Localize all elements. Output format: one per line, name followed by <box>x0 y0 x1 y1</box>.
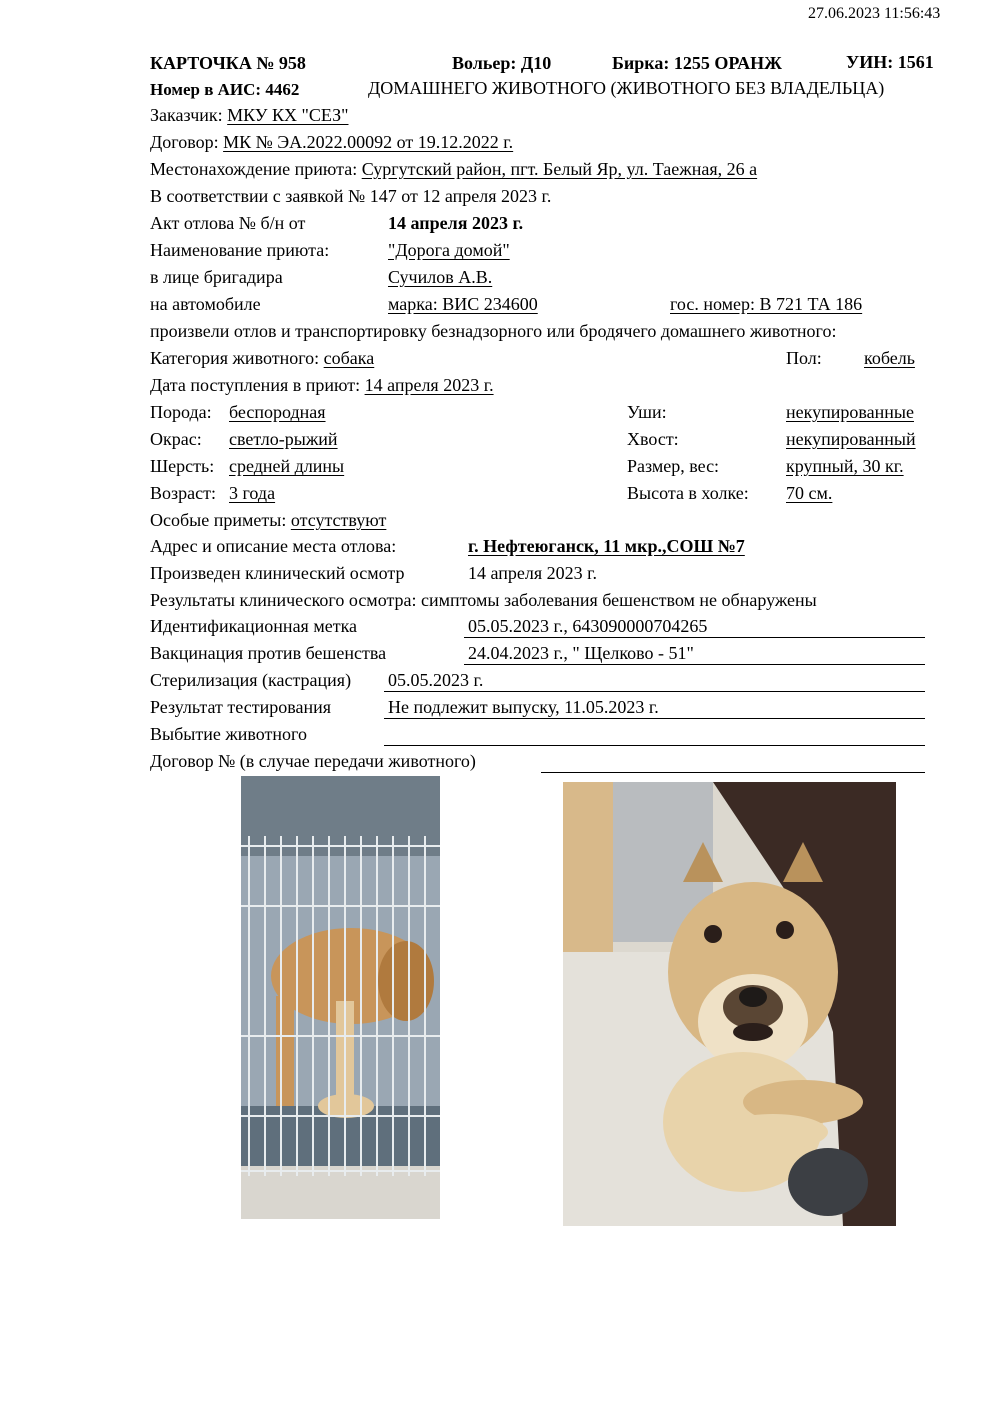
id-tag-value: 05.05.2023 г., 643090000704265 <box>468 616 708 636</box>
foreman-label: в лице бригадира <box>150 267 283 287</box>
ears-value: некупированные <box>786 402 914 422</box>
capture-act-date: 14 апреля 2023 г. <box>388 213 524 233</box>
transfer-contract-line <box>541 772 925 773</box>
capture-place-value: г. Нефтеюганск, 11 мкр.,СОШ №7 <box>468 536 745 556</box>
ears-label: Уши: <box>627 402 667 422</box>
exam-result: Результаты клинического осмотра: симптомы заболевания бешенством не обнаружены <box>150 590 817 610</box>
vehicle-plate: гос. номер: В 721 ТА 186 <box>670 294 863 314</box>
vehicle-label: на автомобиле <box>150 294 261 314</box>
customer-label: Заказчик: <box>150 105 223 125</box>
marks-value: отсутствуют <box>290 510 387 530</box>
exam-date: 14 апреля 2023 г. <box>468 563 597 583</box>
coat-value: средней длины <box>229 456 345 476</box>
id-tag-label: Идентификационная метка <box>150 616 358 636</box>
height-value: 70 см. <box>786 483 833 503</box>
cage-photo-graphic <box>241 776 440 1219</box>
photo-dog-in-cage <box>241 776 440 1219</box>
vaccination-line <box>464 664 925 665</box>
contract-label: Договор: <box>150 132 219 152</box>
tail-value: некупированный <box>786 429 916 449</box>
contract-value: МК № ЭА.2022.00092 от 19.12.2022 г. <box>223 132 514 152</box>
print-timestamp: 27.06.2023 11:56:43 <box>808 5 941 22</box>
customer-value: МКУ КХ "СЕЗ" <box>227 105 349 125</box>
vaccination-value: 24.04.2023 г., " Щелково - 51" <box>468 643 694 663</box>
breed-value: беспородная <box>229 402 326 422</box>
departure-line <box>384 745 925 746</box>
sex-value: кобель <box>864 348 915 368</box>
sterilization-value: 05.05.2023 г. <box>388 670 484 690</box>
arrival-row <box>150 374 494 396</box>
request-line: В соответствии с заявкой № 147 от 12 апреля 2023 г. <box>150 186 552 206</box>
shelter-location-value: Сургутский район, пгт. Белый Яр, ул. Таежная, 26 а <box>361 159 758 179</box>
test-result-label: Результат тестирования <box>150 697 331 717</box>
shelter-location-row <box>150 158 757 180</box>
held-photo-graphic <box>563 782 896 1226</box>
ais-number: Номер в АИС: 4462 <box>150 80 300 99</box>
marks-label: Особые приметы: <box>150 510 287 530</box>
category-value: собака <box>323 348 375 368</box>
shelter-name-label: Наименование приюта: <box>150 240 330 260</box>
arrival-label: Дата поступления в приют: <box>150 375 361 395</box>
photo-dog-held <box>563 782 896 1226</box>
vaccination-label: Вакцинация против бешенства <box>150 643 387 663</box>
test-result-value: Не подлежит выпуску, 11.05.2023 г. <box>388 697 659 717</box>
id-tag-line <box>464 637 925 638</box>
size-value: крупный, 30 кг. <box>786 456 904 476</box>
sterilization-label: Стерилизация (кастрация) <box>150 670 352 690</box>
size-label: Размер, вес: <box>627 456 720 476</box>
marks-row <box>150 509 386 531</box>
shelter-location-label: Местонахождение приюта: <box>150 159 358 179</box>
foreman-value: Сучилов А.В. <box>388 267 493 287</box>
contract-row <box>150 131 513 153</box>
sex-label: Пол: <box>786 348 822 368</box>
category-label: Категория животного: <box>150 348 320 368</box>
tail-label: Хвост: <box>627 429 679 449</box>
coat-label: Шерсть: <box>150 456 215 476</box>
capture-act-label: Акт отлова № б/н от <box>150 213 306 233</box>
uin: УИН: 1561 <box>846 52 934 72</box>
vehicle-brand: марка: ВИС 234600 <box>388 294 538 314</box>
age-value: 3 года <box>229 483 276 503</box>
enclosure: Вольер: Д10 <box>452 53 552 73</box>
sterilization-line <box>384 691 925 692</box>
color-value: светло-рыжий <box>229 429 338 449</box>
capture-place-label: Адрес и описание места отлова: <box>150 536 397 556</box>
statement: произвели отлов и транспортировку безнадзорного или бродячего домашнего животного: <box>150 321 837 341</box>
arrival-value: 14 апреля 2023 г. <box>364 375 494 395</box>
departure-label: Выбытие животного <box>150 724 307 744</box>
transfer-contract-label: Договор № (в случае передачи животного) <box>150 751 476 771</box>
card-number: КАРТОЧКА № 958 <box>150 53 306 73</box>
tag-number: Бирка: 1255 ОРАНЖ <box>612 53 782 73</box>
height-label: Высота в холке: <box>627 483 749 503</box>
document-title: ДОМАШНЕГО ЖИВОТНОГО (ЖИВОТНОГО БЕЗ ВЛАДЕЛЬЦА) <box>368 78 885 98</box>
customer-row <box>150 104 349 126</box>
breed-label: Порода: <box>150 402 212 422</box>
age-label: Возраст: <box>150 483 216 503</box>
color-label: Окрас: <box>150 429 202 449</box>
category-row <box>150 347 374 369</box>
exam-label: Произведен клинический осмотр <box>150 563 405 583</box>
test-result-line <box>384 718 925 719</box>
shelter-name-value: "Дорога домой" <box>388 240 510 260</box>
